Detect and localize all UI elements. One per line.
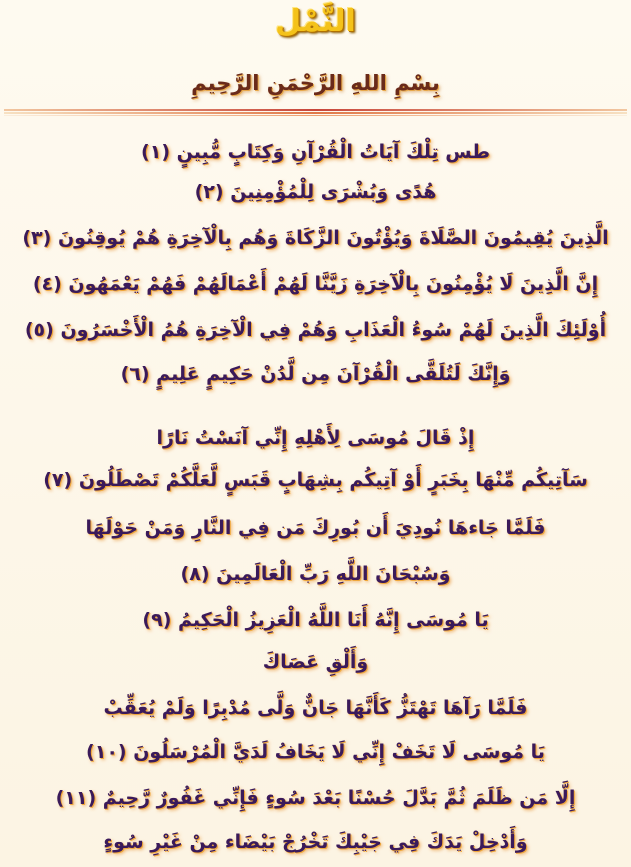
verse-line: يَا مُوسَى لَا تَخَفْ إِنِّي لَا يَخَافُ لَدَيَّ الْمُرْسَلُونَ (١٠)	[86, 741, 545, 763]
verse-line: إِلَّا مَن ظَلَمَ ثُمَّ بَدَّلَ حُسْنًا بَعْدَ سُوءٍ فَإِنِّي غَفُورٌ رَّحِيمٌ (١١)	[55, 787, 576, 809]
verse-line: فَلَمَّا رَآهَا تَهْتَزُّ كَأَنَّهَا جَانٌّ وَلَّى مُدْبِرًا وَلَمْ يُعَقِّبْ	[103, 697, 528, 719]
verse-line: هُدًى وَبُشْرَى لِلْمُؤْمِنِينَ (٢)	[194, 181, 437, 203]
verse-line: إِنَّ الَّذِينَ لَا يُؤْمِنُونَ بِالْآخِرَةِ زَيَّنَّا لَهُمْ أَعْمَالَهُمْ فَهُمْ يَعْمَهُونَ (٤)	[32, 273, 599, 295]
verse-line: وَإِنَّكَ لَتُلَقَّى الْقُرْآنَ مِن لَّدُنْ حَكِيمٍ عَلِيمٍ (٦)	[120, 363, 511, 385]
verse-line: وَسُبْحَانَ اللَّهِ رَبِّ الْعَالَمِينَ (٨)	[180, 563, 451, 585]
header-divider	[4, 109, 627, 117]
verse-line: وَأَلْقِ عَصَاكَ	[262, 651, 369, 673]
surah-title: النَّمْل	[275, 4, 356, 39]
verse-line: وَأَدْخِلْ يَدَكَ فِي جَيْبِكَ تَخْرُجْ بَيْضَاء مِنْ غَيْرِ سُوءٍ	[103, 831, 528, 853]
verse-line: إِذْ قَالَ مُوسَى لِأَهْلِهِ إِنِّي آنَسْتُ نَارًا	[156, 427, 475, 449]
verse-line: طس تِلْكَ آيَاتُ الْقُرْآنِ وَكِتَابٍ مُّبِينٍ (١)	[141, 141, 490, 163]
divider-line-3	[4, 115, 627, 116]
divider-line-2	[4, 112, 627, 114]
verse-line: أُوْلَئِكَ الَّذِينَ لَهُمْ سُوءُ الْعَذَابِ وَهُمْ فِي الْآخِرَةِ هُمُ الْأَخْسَرُونَ (٥)	[24, 319, 607, 341]
verse-line: يَا مُوسَى إِنَّهُ أَنَا اللَّهُ الْعَزِيزُ الْحَكِيمُ (٩)	[142, 609, 489, 631]
verse-line: الَّذِينَ يُقِيمُونَ الصَّلَاةَ وَيُؤْتُونَ الزَّكَاةَ وَهُم بِالْآخِرَةِ هُمْ يُوقِنُونَ (٣)	[22, 227, 609, 249]
verse-line: سَآتِيكُم مِّنْهَا بِخَبَرٍ أَوْ آتِيكُم بِشِهَابٍ قَبَسٍ لَّعَلَّكُمْ تَصْطَلُونَ (٧)	[43, 469, 588, 491]
basmala: بِسْمِ اللهِ الرَّحْمَنِ الرَّحِيمِ	[191, 71, 440, 95]
divider-line-1	[4, 109, 627, 111]
verse-line: فَلَمَّا جَاءهَا نُودِيَ أَن بُورِكَ مَن فِي النَّارِ وَمَنْ حَوْلَهَا	[85, 517, 546, 539]
